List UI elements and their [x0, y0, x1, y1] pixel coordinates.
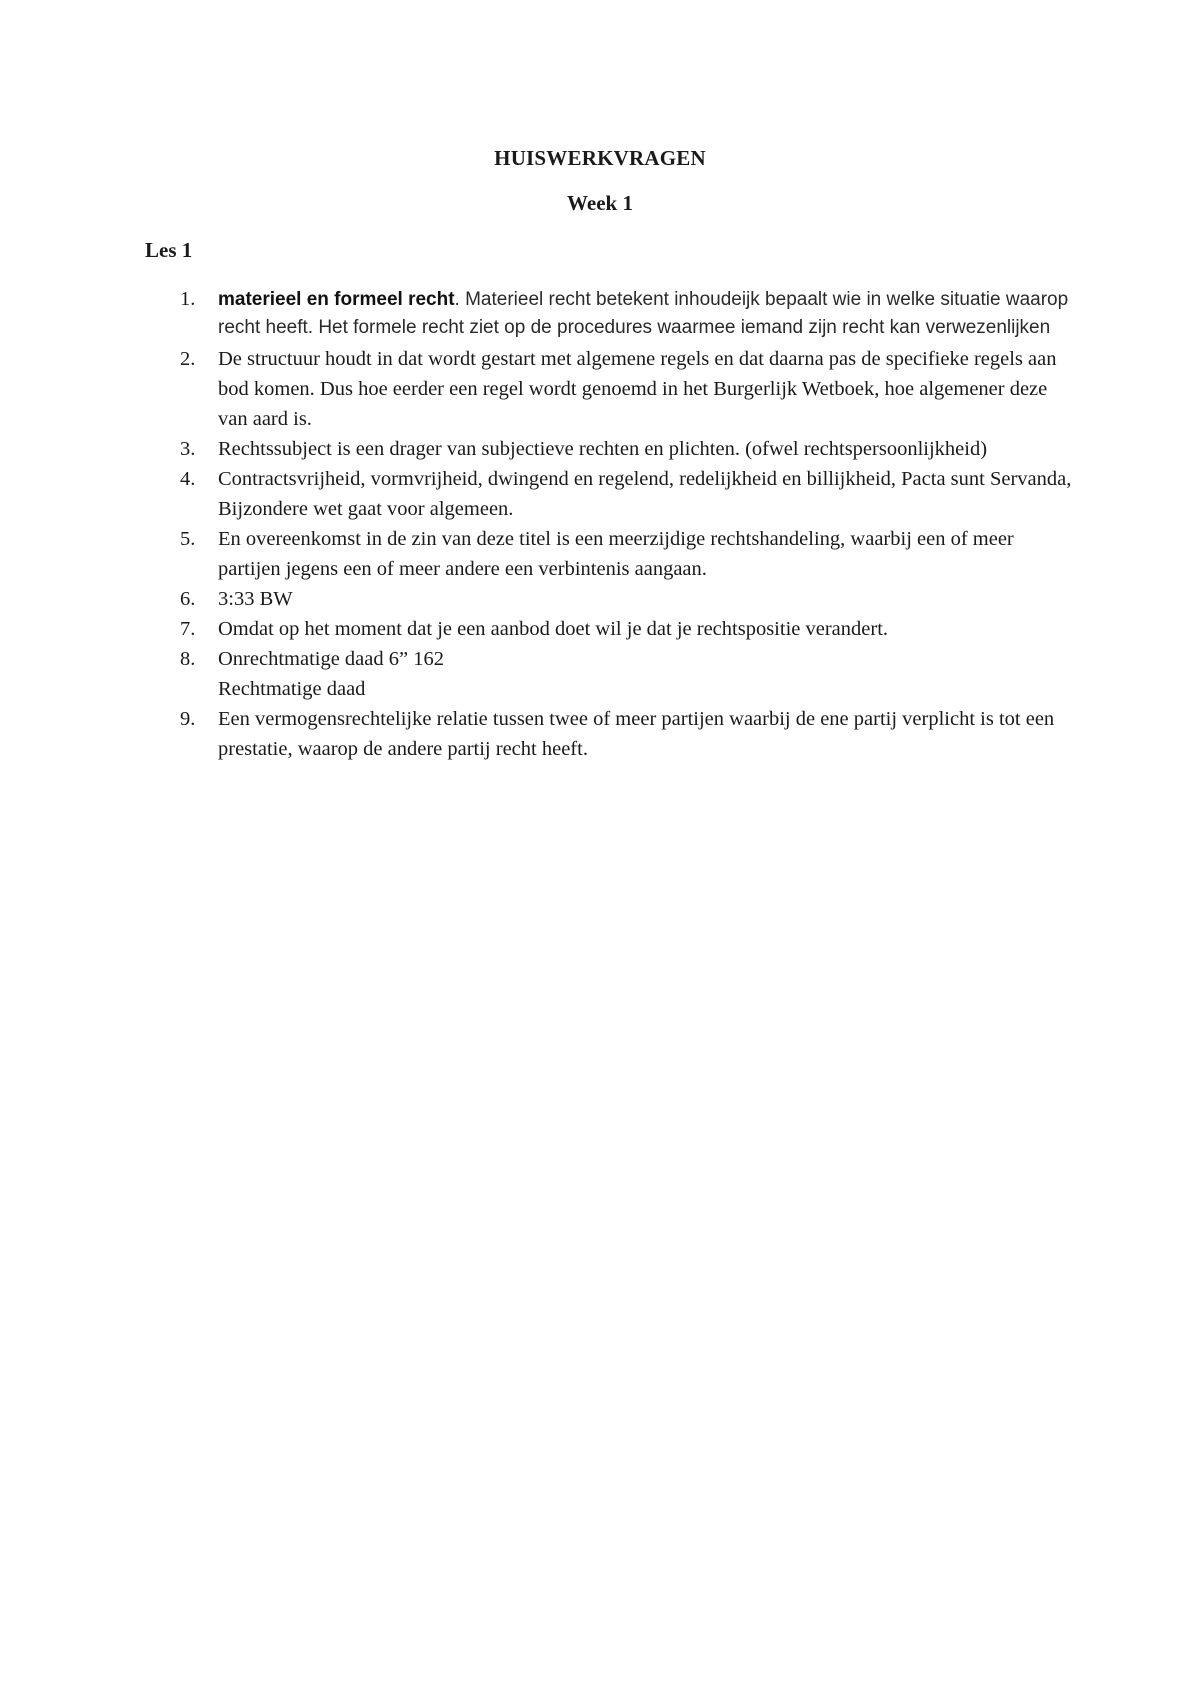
- item-number: 2.: [180, 348, 196, 370]
- document-subtitle: Week 1: [567, 191, 633, 215]
- document-title: HUISWERKVRAGEN: [494, 146, 706, 170]
- list-item: [0, 524, 1078, 584]
- item-number: 8.: [180, 648, 196, 670]
- list-item: [0, 464, 1078, 524]
- item-number: 6.: [180, 588, 196, 610]
- list-item: [0, 614, 1078, 644]
- item-number: 3.: [180, 438, 196, 460]
- item-text: En overeenkomst in de zin van deze titel is een meerzijdige rechtshandeling, waarbij een of meer partijen jegens een of meer andere een verbintenis aangaan.: [218, 528, 1014, 580]
- section-heading: Les 1: [145, 238, 193, 262]
- item-text: Contractsvrijheid, vormvrijheid, dwingend en regelend, redelijkheid en billijkheid, Pacta sunt Servanda, Bijzondere wet gaat voor algemeen.: [218, 468, 1072, 520]
- list-item: [0, 434, 1078, 464]
- item-number: 1.: [180, 288, 196, 310]
- item-number: 7.: [180, 618, 196, 640]
- item-text: Omdat op het moment dat je een aanbod doet wil je dat je rechtspositie verandert.: [218, 618, 889, 640]
- list-item: [0, 286, 1078, 341]
- item-text: Een vermogensrechtelijke relatie tussen twee of meer partijen waarbij de ene partij verplicht is tot een prestatie, waarop de andere partij recht heeft.: [218, 708, 1055, 760]
- list-item: [0, 344, 1078, 434]
- item-term: materieel en formeel recht: [218, 289, 455, 310]
- item-number: 9.: [180, 708, 196, 730]
- item-text: Rechtssubject is een drager van subjectieve rechten en plichten. (ofwel rechtspersoonlijkheid): [218, 438, 988, 460]
- item-text: De structuur houdt in dat wordt gestart met algemene regels en dat daarna pas de specifieke regels aan bod komen. Dus hoe eerder een regel wordt genoemd in het Burgerlijk Wetboek, hoe algemener deze van aard is.: [218, 348, 1057, 430]
- list-item: [0, 584, 1078, 614]
- item-text: 3:33 BW: [218, 588, 293, 610]
- answer-list: [0, 286, 1200, 764]
- item-number: 4.: [180, 468, 196, 490]
- list-item: [0, 644, 1078, 704]
- item-text: Onrechtmatige daad 6” 162: [218, 648, 444, 670]
- item-text-second-line: Rechtmatige daad: [218, 678, 366, 700]
- list-item: [0, 704, 1078, 764]
- item-text: . Materieel recht betekent inhoudeijk bepaalt wie in welke situatie waarop recht heeft. Het formele recht ziet op de procedures waarmee iemand zijn recht kan verwezenlijken: [218, 289, 1069, 338]
- item-number: 5.: [180, 528, 196, 550]
